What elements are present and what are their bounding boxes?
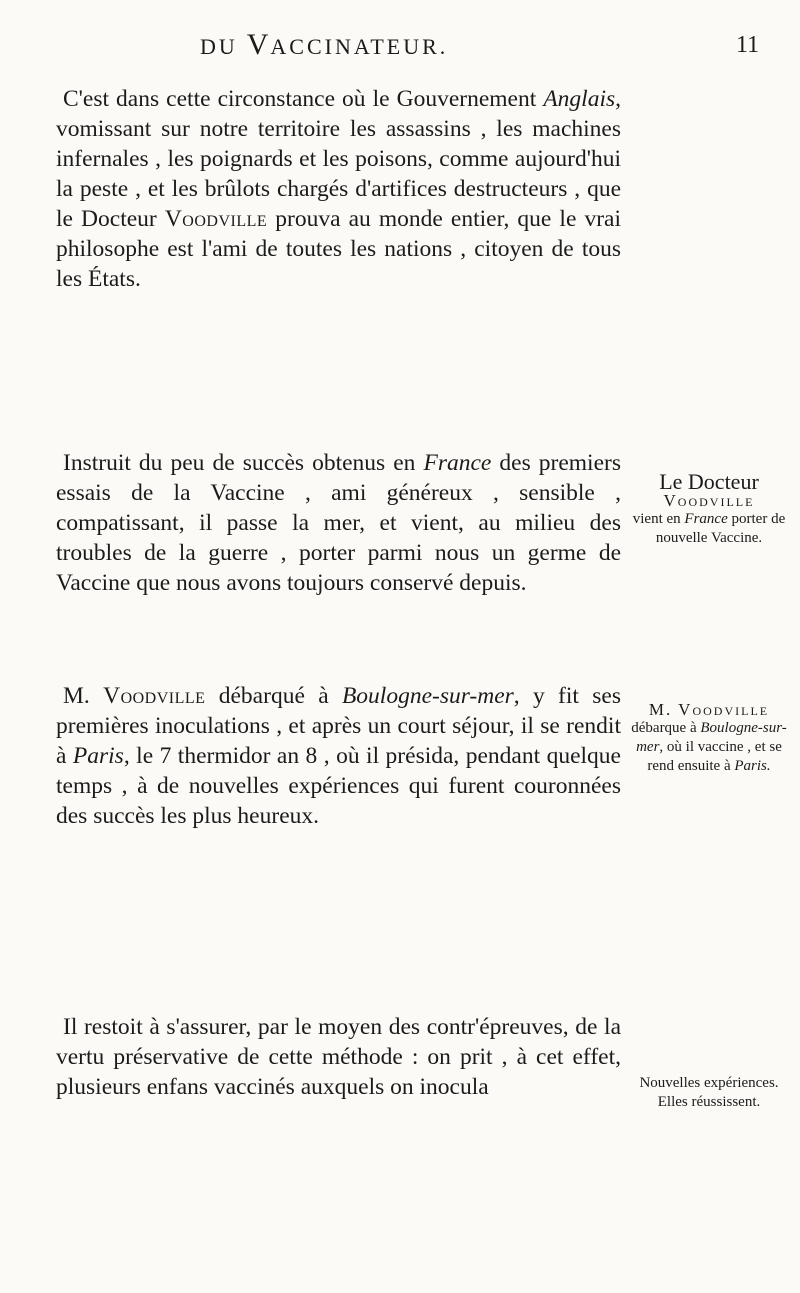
text-run: , y fit ses premières inoculations , et après un court séjour, il se rendit à: [56, 683, 621, 769]
text-run: , le 7 thermidor an 8 , où il présida, pendant quelque temps , à de nouvelles expériences qui furent couronnées des succès les plus heureux.: [56, 743, 621, 829]
paragraph-1: [56, 84, 621, 294]
margin-note-1: [623, 469, 795, 548]
person-name: Voodville: [164, 206, 268, 232]
text-run: , vomissant sur notre territoire les assassins , les machines infernales , les poignards et les poisons, comme aujourd'hui la peste , et les brûlots chargés d'artifices destructeurs , que le Docteur: [56, 86, 621, 232]
running-title: [200, 28, 448, 62]
italic-text: France: [684, 511, 728, 527]
margin-note-2: [623, 700, 795, 776]
text-run: débarqué à: [205, 683, 342, 709]
margin-note-name: Voodville: [663, 491, 755, 510]
margin-note-text: [623, 510, 795, 548]
running-title-rest: ACCINATEUR.: [270, 34, 449, 59]
text-run: porter de nouvelle Vaccine.: [655, 511, 786, 546]
running-title-initial: V: [246, 28, 271, 61]
person-name: Voodville: [103, 683, 206, 709]
italic-text: Boulogne-sur-mer: [636, 720, 787, 755]
text-run: débarque à: [631, 720, 701, 736]
paragraph-3: [56, 681, 621, 831]
text-run: M.: [63, 683, 104, 709]
margin-note-3: Nouvelles expériences. Elles réussissent.: [639, 1075, 779, 1110]
paragraph-2: [56, 448, 621, 598]
paragraph-text: Il restoit à s'assurer, par le moyen des contr'épreuves, de la vertu préservative de cette méthode : on prit , à cet effet, plusieurs enfans vaccinés auxquels on inocula: [56, 1014, 621, 1100]
italic-text: Paris.: [734, 758, 771, 774]
page-number: 11: [736, 32, 760, 58]
paragraph-4: [56, 1012, 621, 1102]
margin-note-text: [623, 719, 795, 776]
running-head: [0, 28, 800, 68]
text-run: vient en: [632, 511, 685, 527]
text-run: , où il vaccine , et se rend ensuite à: [647, 739, 782, 774]
running-title-prefix: DU: [200, 34, 238, 59]
italic-text: Boulogne-sur-mer: [341, 683, 514, 709]
text-run: des premiers essais de la Vaccine , ami généreux , sensible , compatissant, il passe la mer, et vient, au milieu des troubles de la guerre , porter parmi nous un germe de Vaccine que nous avons toujours conservé depuis.: [56, 450, 621, 596]
text-run: C'est dans cette circonstance où le Gouvernement: [63, 86, 544, 112]
text-run: prouva au monde entier, que le vrai philosophe est l'ami de toutes les nations , citoyen de tous les États.: [56, 206, 622, 292]
margin-note-head: Le Docteur: [659, 469, 759, 494]
italic-text: Paris: [72, 743, 124, 769]
paragraph-text: [56, 84, 621, 294]
italic-text: France: [423, 450, 492, 476]
paragraph-text: [56, 681, 621, 831]
text-run: Instruit du peu de succès obtenus en: [63, 450, 424, 476]
paragraph-text: [56, 448, 621, 598]
italic-text: Anglais: [543, 86, 616, 112]
margin-note-head: M. Voodville: [648, 700, 770, 719]
